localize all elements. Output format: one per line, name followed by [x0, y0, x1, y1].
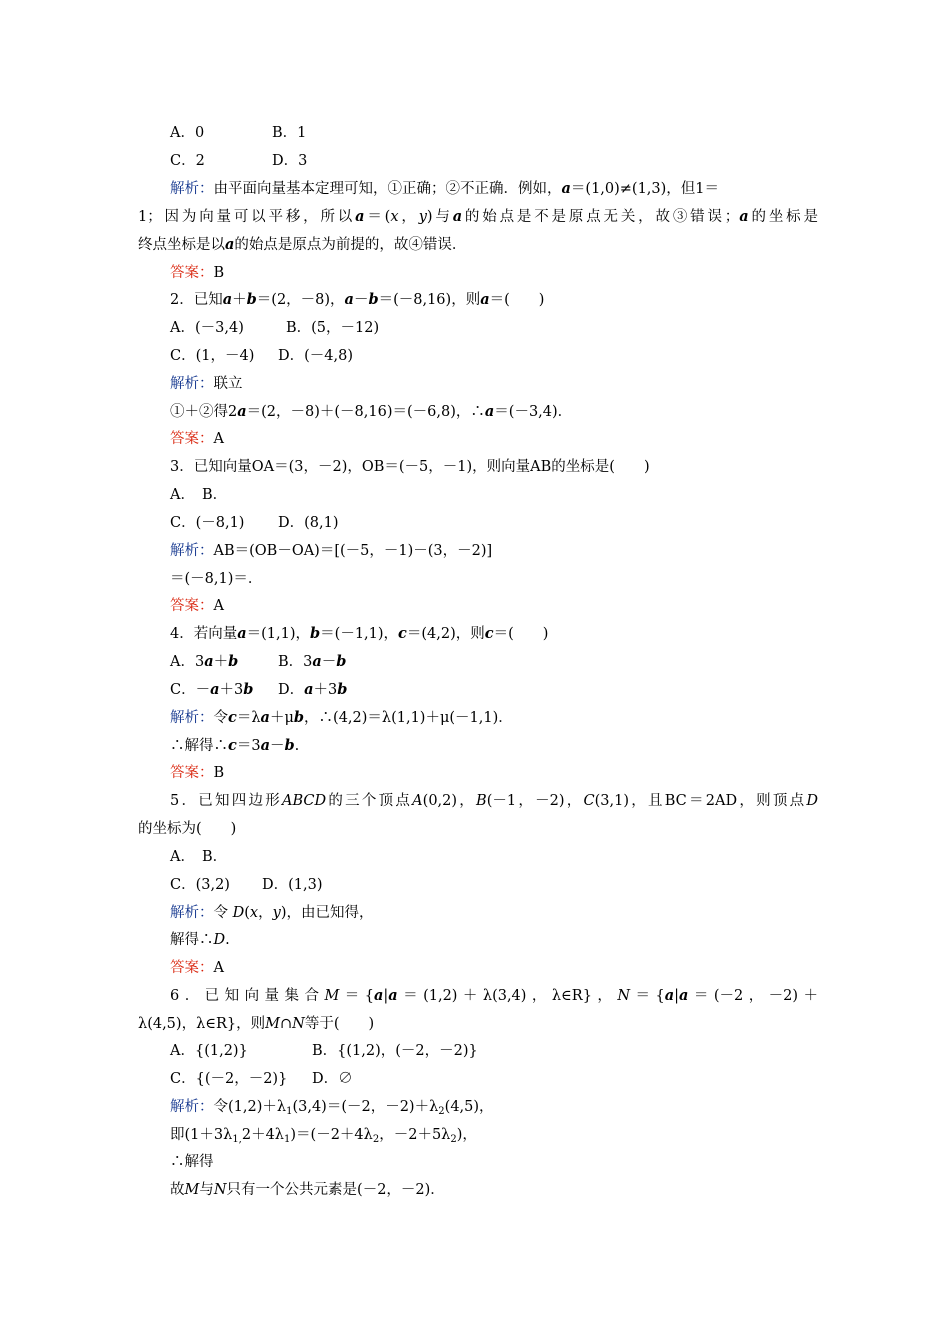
q1-analysis-line2: 1；因为向量可以平移，所以a＝(x，y)与a的始点是不是原点无关，故③错误；a的坐标是 [138, 208, 818, 225]
q3-options-row1 [170, 485, 227, 505]
q6-options-row2 [170, 1069, 353, 1089]
q6-option-c: C．{(－2，－2)} [170, 1071, 288, 1087]
q6-stem-line2: λ(4,5)，λ∈R}，则M∩N等于( ) [138, 1016, 375, 1032]
q1-option-d: D．3 [272, 153, 308, 169]
q6-analysis-line4: 故M与N只有一个公共元素是(－2，－2)． [170, 1182, 445, 1198]
q1-analysis-line1: 解析：由平面向量基本定理可知，①正确；②不正确．例如，a＝(1,0)≠(1,3)，但1＝ [170, 180, 720, 197]
q5-option-a: A． [170, 849, 195, 865]
q1-option-a: A．0 [170, 125, 205, 141]
q2-options-row2 [170, 346, 353, 366]
q4-option-c: C．－a＋3b [170, 681, 254, 698]
q3-option-d: D．(8,1) [278, 515, 339, 531]
q5-analysis-line1: 解析：令 D(x，y)，由已知得， [170, 905, 374, 921]
q2-analysis-line2: ①＋②得2a＝(2，－8)＋(－8,16)＝(－6,8)，∴a＝(－3,4)． [170, 403, 573, 420]
q3-option-b: B． [202, 487, 228, 503]
q6-analysis-line2: 即$(1+3\lambda_{1,}2+4\lambda_1)=(-2+4\lambda_2$，$-2+5\lambda_2$)， [170, 1127, 477, 1145]
q4-option-a: A．3a＋b [170, 653, 239, 670]
q5-answer: 答案：A [170, 960, 224, 976]
q4-answer: 答案：B [170, 765, 225, 781]
q3-option-c: C．(－8,1) [170, 515, 245, 531]
q2-option-d: D．(－4,8) [278, 348, 353, 364]
q5-options-row1 [170, 847, 227, 867]
q2-analysis-line1: 解析：联立 [170, 376, 243, 392]
q6-stem-line1: 6．已知向量集合M＝{a|a＝(1,2)＋λ(3,4)，λ∈R}，N＝{a|a＝(－2，－2)＋ [170, 987, 818, 1004]
q2-option-c: C．(1，－4) [170, 348, 255, 364]
q5-option-c: C．(3,2) [170, 877, 230, 893]
analysis-label: 解析： [170, 181, 214, 197]
q2-option-b: B．(5，－12) [286, 320, 380, 336]
q5-options-row2 [170, 875, 323, 895]
q1-options-row2 [170, 151, 307, 171]
q6-option-d: D．∅ [312, 1071, 353, 1087]
q4-option-d: D．a＋3b [278, 681, 348, 698]
q6-option-a: A．{(1,2)} [170, 1043, 248, 1059]
q4-options-row2 [170, 680, 347, 700]
q3-analysis-line2: ＝(－8,1)＝． [170, 571, 263, 587]
q5-stem-line1: 5．已知四边形ABCD的三个顶点A(0,2)，B(－1，－2)，C(3,1)，且BC＝2AD，则顶点D [170, 793, 819, 809]
q3-options-row2 [170, 513, 339, 533]
q2-option-a: A．(－3,4) [170, 320, 244, 336]
q3-answer: 答案：A [170, 598, 224, 614]
q4-option-b: B．3a－b [278, 653, 347, 670]
q2-stem: 2．已知a＋b＝(2，－8)，a－b＝(－8,16)，则a＝( ) [170, 291, 545, 308]
q4-options-row1 [170, 652, 346, 672]
q5-option-d: D．(1,3) [262, 877, 323, 893]
q1-answer: 答案：B [170, 265, 225, 281]
q5-stem-line2: 的坐标为( ) [138, 821, 237, 837]
q6-analysis-line3: ∴解得 [170, 1154, 214, 1170]
q4-analysis-line2: ∴解得∴c＝3a－b. [170, 737, 300, 754]
q3-stem: 3．已知向量OA＝(3，－2)，OB＝(－5，－1)，则向量AB的坐标是( ) [170, 459, 650, 475]
q1-option-b: B．1 [272, 125, 307, 141]
q6-option-b: B．{(1,2)，(－2，－2)} [312, 1043, 478, 1059]
answer-label: 答案： [170, 265, 214, 281]
q1-options-row1 [170, 123, 306, 143]
q1-option-c: C．2 [170, 153, 205, 169]
q4-analysis-line1: 解析：令c＝λa＋μb，∴(4,2)＝λ(1,1)＋μ(－1,1)． [170, 709, 513, 726]
q3-option-a: A． [170, 487, 195, 503]
q5-option-b: B． [202, 849, 228, 865]
q3-analysis-line1: 解析：AB＝(OB－OA)＝[(－5，－1)－(3，－2)] [170, 543, 493, 559]
q4-stem: 4．若向量a＝(1,1)，b＝(－1,1)，c＝(4,2)，则c＝( ) [170, 625, 549, 642]
q6-options-row1 [170, 1041, 478, 1061]
q2-answer: 答案：A [170, 431, 224, 447]
q6-analysis-line1: 解析：令$(1,2)+\lambda_1(3,4)=(-2$，$-2)+\lambda_2(4,5)$， [170, 1099, 494, 1117]
q2-options-row1 [170, 318, 379, 338]
q5-analysis-line2: 解得∴D. [170, 932, 230, 948]
q1-analysis-line3: 终点坐标是以a的始点是原点为前提的，故④错误． [138, 236, 467, 253]
